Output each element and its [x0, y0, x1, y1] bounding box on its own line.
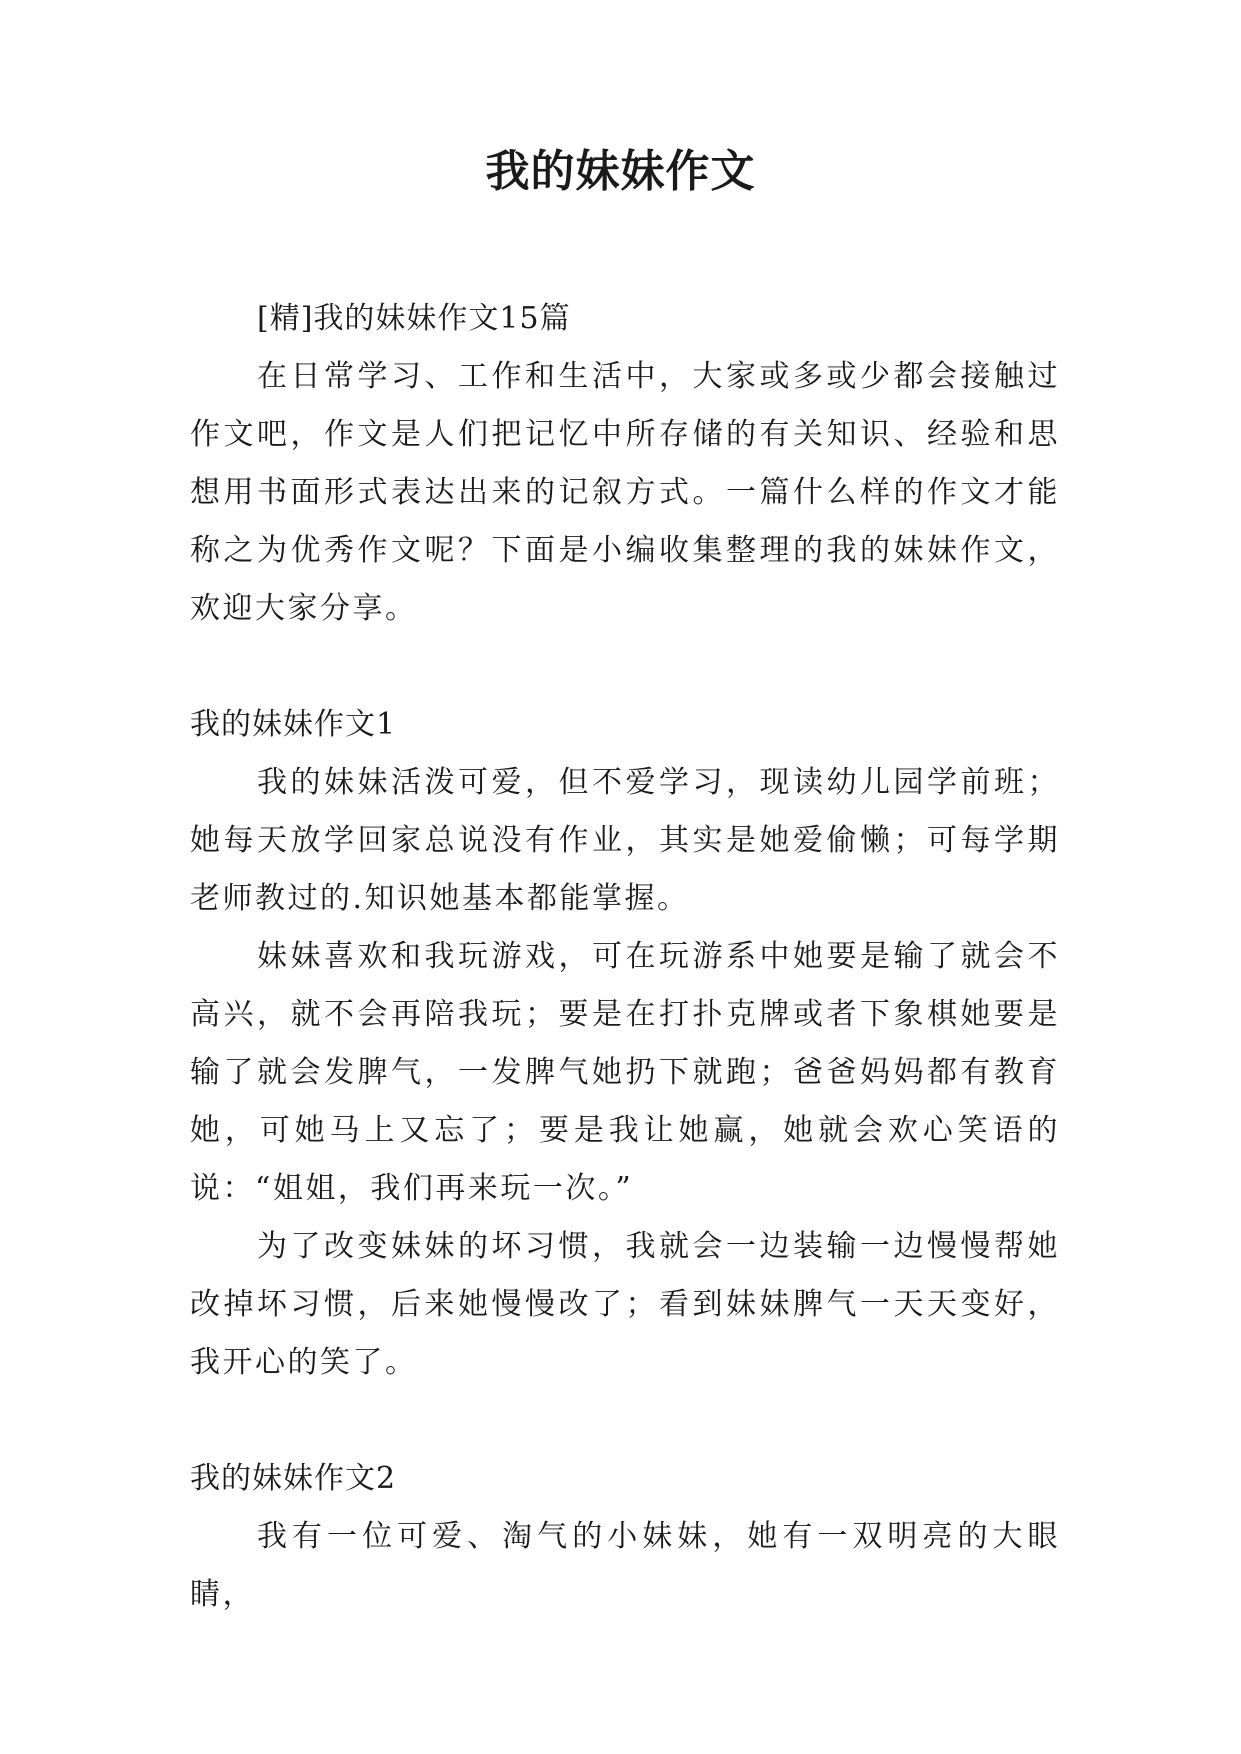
section-1-paragraph-3: 为了改变妹妹的坏习惯，我就会一边装输一边慢慢帮她改掉坏习惯，后来她慢慢改了；看到妹妹脾气一天天变好，我开心的笑了。 — [190, 1229, 1060, 1380]
section-1-paragraph-2: 妹妹喜欢和我玩游戏，可在玩游系中她要是输了就会不高兴，就不会再陪我玩；要是在打扑克牌或者下象棋她要是输了就会发脾气，一发脾气她扔下就跑；爸爸妈妈都有教育她，可她马上又忘了；要是我让她赢，她就会欢心笑语的说：“姐姐，我们再来玩一次。” — [190, 939, 1060, 1206]
section-1-paragraph-1: 我的妹妹活泼可爱，但不爱学习，现读幼儿园学前班；她每天放学回家总说没有作业，其实是她爱偷懒；可每学期老师教过的.知识她基本都能掌握。 — [190, 765, 1060, 916]
intro-paragraph: 在日常学习、工作和生活中，大家或多或少都会接触过作文吧，作文是人们把记忆中所存储的有关知识、经验和思想用书面形式表达出来的记叙方式。一篇什么样的作文才能称之为优秀作文呢？下面是小编收集整理的我的妹妹作文，欢迎大家分享。 — [190, 359, 1060, 626]
section-2-paragraph-1: 我有一位可爱、淘气的小妹妹，她有一双明亮的大眼睛， — [190, 1519, 1060, 1612]
section-heading-2: 我的妹妹作文2 — [190, 1461, 397, 1496]
section-heading-1: 我的妹妹作文1 — [190, 707, 397, 742]
document-body — [190, 290, 1060, 1624]
document-title: 我的妹妹作文 — [485, 146, 756, 197]
document-subtitle: [精]我的妹妹作文15篇 — [257, 301, 571, 336]
